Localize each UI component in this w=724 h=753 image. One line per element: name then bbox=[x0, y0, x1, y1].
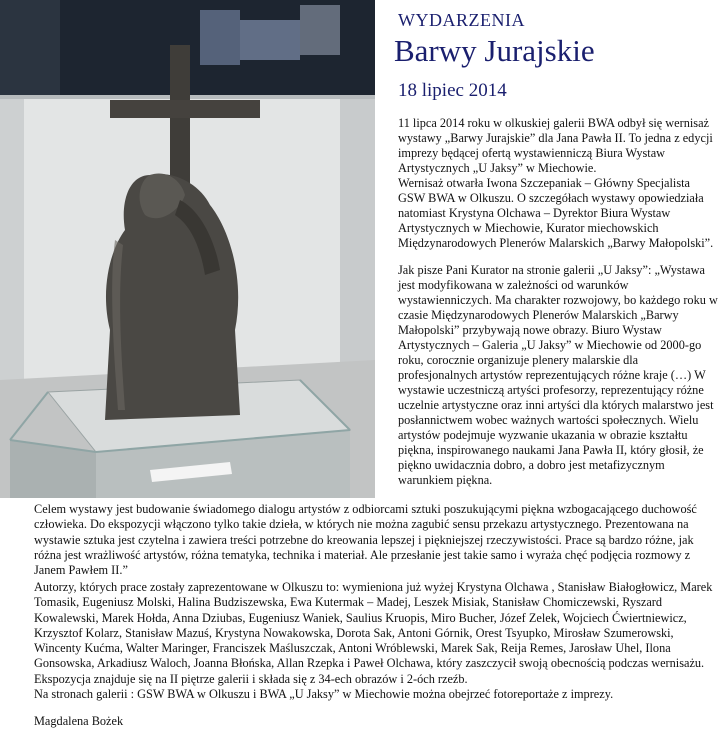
article-title: Barwy Jurajskie bbox=[394, 33, 595, 68]
section-label: WYDARZENIA bbox=[398, 10, 525, 30]
intro-text-2: Wernisaż otwarła Iwona Szczepaniak – Główny Specjalista GSW BWA w Olkuszu. O szczegółach wystawy opowiedziała natomiast Krystyna Olchawa – Dyrektor Biura Wystaw Artystycznych w Miechowie, Kurator miechowskich Międzynarodowych Plenerów Malarskich „Barwy Małopolski”. bbox=[398, 176, 714, 250]
exhibition-photo bbox=[0, 0, 375, 498]
sculpture-photo-illustration bbox=[0, 0, 375, 498]
curator-quote-paragraph bbox=[398, 263, 720, 488]
intro-text-1: 11 lipca 2014 roku w olkuskiej galerii BWA odbył się wernisaż wystawy „Barwy Jurajskie” dla Jana Pawła II. To jedna z edycji imprezy będącej ofertą wystawienniczą Biura Wystaw Artystycznych „U Jaksy” w Miechowie. bbox=[398, 116, 713, 175]
intro-paragraph bbox=[398, 116, 720, 251]
goal-paragraph bbox=[34, 502, 714, 578]
authors-text: Autorzy, których prace zostały zaprezentowane w Olkuszu to: wymieniona już wyżej Krystyna Olchawa , Stanisław Białogłowicz, Marek Tomasik, Eugeniusz Molski, Halina Budziszewska, Ewa Kutermak – Madej, Leszek Misiak, Stanisław Chomiczewski, Ryszard Kowalewski, Marek Hołda, Anna Dziubas, Eugeniusz Waniek, Saulius Kruopis, Miro Bucher, Józef Zelek, Wojciech Ćwiertniewicz, Krzysztof Kolarz, Stanisław Mazuś, Krystyna Nowakowska, Dorota Sak, Antoni Górnik, Orest Tsyupko, Mirosław Szumerowski, Wincenty Kućma, Walter Maringer, Franciszek Maśluszczak, Antoni Wróblewski, Marek Sak, Reija Remes, Jarosław Uhel, Ilona Gonsowska, Arkadiusz Waloch, Joanna Błońska, Allan Rzepka i Paweł Olchawa, który zaszczycił swoją obecnością podczas wernisażu. Ekspozycja znajduje się na II piętrze galerii i składa się z 34-ech obrazów i 2-óch rzeźb. bbox=[34, 580, 713, 686]
article-date: 18 lipiec 2014 bbox=[398, 80, 507, 101]
authors-paragraph bbox=[34, 580, 714, 702]
gallery-links-text: Na stronach galerii : GSW BWA w Olkuszu i BWA „U Jaksy” w Miechowie można obejrzeć fotoreportaże z imprezy. bbox=[34, 687, 614, 702]
author-signature: Magdalena Bożek bbox=[34, 714, 124, 728]
goal-text: Celem wystawy jest budowanie świadomego dialogu artystów z odbiorcami sztuki poszukującymi piękna wzbogacającego duchowość człowieka. Do ekspozycji włączono tylko takie dzieła, w których nie można zagubić sensu przekazu artystycznego. Prezentowana na wystawie sztuka jest czytelna i zawiera treści potrzebne do kreowania lepszej i piękniejszej rzeczywistości. Prace są bardzo różne, jak różna jest wrażliwość artystów, różna tematyka, technika i materiał. Ale przesłanie jest takie samo i wyraża chęć podjęcia rozmowy z Janem Pawłem II.” bbox=[34, 502, 697, 578]
curator-quote-text: Jak pisze Pani Kurator na stronie galerii „U Jaksy”: „Wystawa jest modyfikowana w zależności od warunków wystawienniczych. Ma charakter rozwojowy, bo każdego roku w czasie Międzynarodowych Plenerów Malarskich „Barwy Małopolski” przybywają nowe obrazy. Biuro Wystaw Artystycznych – Galeria „U Jaksy” w Miechowie od 2000-go roku, corocznie organizuje plenery malarskie dla profesjonalnych artystów reprezentujących różne kraje (…) W wystawie uczestniczą artyści profesorzy, reprezentujący różne uczelnie artystyczne oraz inni artyści dla których malarstwo jest posłannictwem wobec ważnych wartości społecznych. Wielu artystów podejmuje wyzwanie ukazania w obrazie kształtu piękna, inspirowanego naukami Jana Pawła II, który głosił, że piękno uwidacznia dobro, a dobro jest metafizycznym warunkiem piękna. bbox=[398, 263, 718, 487]
